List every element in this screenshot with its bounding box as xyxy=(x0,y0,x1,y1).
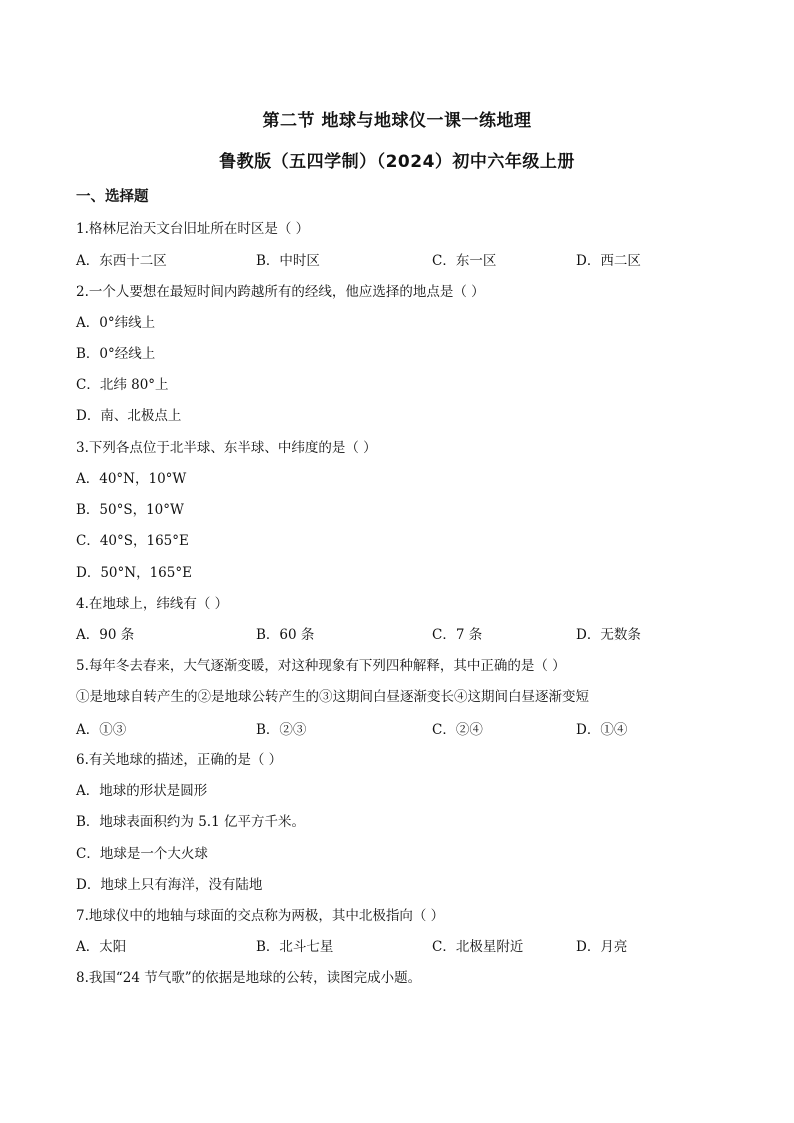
question-1-options xyxy=(76,249,716,269)
q1-option-c: C．东一区 xyxy=(432,253,497,269)
question-5-options xyxy=(76,718,716,738)
q2-option-c: C．北纬 80°上 xyxy=(76,377,169,393)
q6-option-c: C．地球是一个大火球 xyxy=(76,846,208,862)
q3-option-a: A．40°N，10°W xyxy=(76,471,187,487)
q2-option-a: A．0°纬线上 xyxy=(76,315,156,331)
q7-option-b: B．北斗七星 xyxy=(256,939,334,955)
question-4-options xyxy=(76,623,716,643)
question-5-statements: ①是地球自转产生的②是地球公转产生的③这期间白昼逐渐变长④这期间白昼逐渐变短 xyxy=(76,689,589,705)
q7-option-a: A．太阳 xyxy=(76,939,127,955)
question-1-stem: 1.格林尼治天文台旧址所在时区是（ ） xyxy=(76,221,310,237)
q3-option-b: B．50°S，10°W xyxy=(76,502,184,518)
q5-option-c: C．②④ xyxy=(432,722,483,738)
question-3-stem: 3.下列各点位于北半球、东半球、中纬度的是（ ） xyxy=(76,440,377,456)
q3-option-c: C．40°S，165°E xyxy=(76,533,189,549)
page-subtitle: 鲁教版（五四学制）（2024）初中六年级上册 xyxy=(219,152,575,172)
section-heading: 一、选择题 xyxy=(76,189,149,205)
page-title: 第二节 地球与地球仪一课一练地理 xyxy=(262,111,532,131)
q6-option-b: B．地球表面积约为 5.1 亿平方千米。 xyxy=(76,814,305,830)
q5-option-d: D．①④ xyxy=(576,722,628,738)
q6-option-a: A．地球的形状是圆形 xyxy=(76,783,208,799)
q1-option-a: A．东西十二区 xyxy=(76,253,167,269)
q7-option-c: C．北极星附近 xyxy=(432,939,524,955)
q1-option-b: B．中时区 xyxy=(256,253,320,269)
q2-option-d: D．南、北极点上 xyxy=(76,408,182,424)
question-4-stem: 4.在地球上，纬线有（ ） xyxy=(76,596,229,612)
q4-option-d: D．无数条 xyxy=(576,627,641,643)
q4-option-a: A．90 条 xyxy=(76,627,135,643)
q2-option-b: B．0°经线上 xyxy=(76,346,156,362)
question-5-stem: 5.每年冬去春来，大气逐渐变暖，对这种现象有下列四种解释，其中正确的是（ ） xyxy=(76,658,566,674)
question-7-options xyxy=(76,935,716,955)
q5-option-b: B．②③ xyxy=(256,722,307,738)
q1-option-d: D．西二区 xyxy=(576,253,641,269)
q3-option-d: D．50°N，165°E xyxy=(76,565,192,581)
question-2-stem: 2.一个人要想在最短时间内跨越所有的经线，他应选择的地点是（ ） xyxy=(76,284,485,300)
q4-option-c: C．7 条 xyxy=(432,627,483,643)
question-6-stem: 6.有关地球的描述，正确的是（ ） xyxy=(76,752,283,768)
q7-option-d: D．月亮 xyxy=(576,939,628,955)
q5-option-a: A．①③ xyxy=(76,722,127,738)
question-8-stem: 8.我国“24 节气歌”的依据是地球的公转，读图完成小题。 xyxy=(76,970,422,986)
q6-option-d: D．地球上只有海洋，没有陆地 xyxy=(76,877,263,893)
question-7-stem: 7.地球仪中的地轴与球面的交点称为两极，其中北极指向（ ） xyxy=(76,908,445,924)
q4-option-b: B．60 条 xyxy=(256,627,315,643)
